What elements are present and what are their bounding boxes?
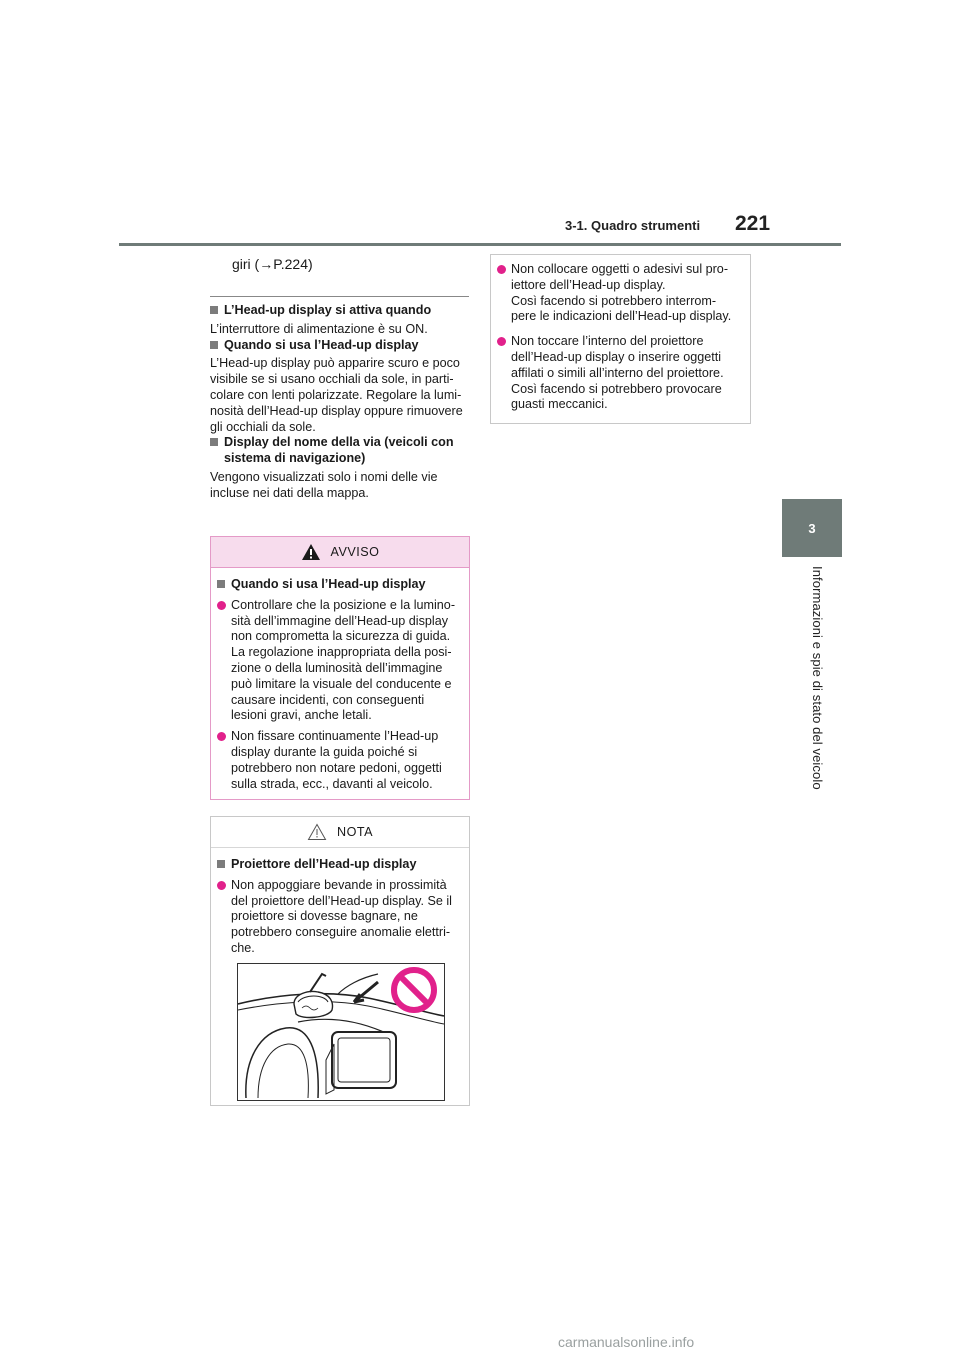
note-box [210, 816, 470, 1106]
section-1 [210, 303, 469, 338]
warning-triangle-icon [301, 543, 321, 561]
chapter-tab [782, 499, 842, 557]
right-caution-box [490, 254, 751, 424]
section-heading: L’Head-up display si attiva quando [224, 303, 432, 317]
chapter-number: 3 [808, 520, 816, 536]
section-heading: Quando si usa l’Head-up display [224, 337, 419, 352]
warning-bullet: Non fissare continuamente l’Head-up display durante la guida poiché si potrebbero non notare pedoni, oggetti sulla strada, ecc., davanti al veicolo. [217, 729, 463, 792]
warning-box [210, 536, 470, 800]
round-bullet-icon [497, 262, 511, 325]
round-bullet-icon [217, 878, 231, 957]
warning-title: AVVISO [330, 545, 380, 559]
caution-bullet: Non collocare oggetti o adesivi sul pro- iettore dell’Head-up display. Così facendo si potrebbero interrom- pere le indicazioni dell’Head-up display. [497, 262, 744, 325]
header-section-title: 3-1. Quadro strumenti [565, 218, 701, 233]
section-separator [210, 296, 469, 297]
section-3 [210, 435, 469, 501]
warning-title-bar [211, 537, 469, 568]
section-heading: Display del nome della via (veicoli con sistema di navigazione) [224, 435, 454, 466]
dashboard-drink-prohibited-illustration [237, 963, 445, 1101]
square-bullet-icon [210, 303, 220, 319]
square-bullet-icon [217, 857, 227, 873]
section-body: Vengono visualizzati solo i nomi delle vie incluse nei dati della mappa. [210, 469, 438, 500]
page-number: 221 [735, 212, 771, 235]
chapter-title-vertical: Informazioni e spie di stato del veicolo [810, 566, 825, 790]
round-bullet-icon [217, 598, 231, 724]
caution-bullet: Non toccare l’interno del proiettore dell’Head-up display o inserire oggetti affilati o simili all’interno del proiettore. Così facendo si potrebbero provocare guasti meccanici. [497, 334, 744, 413]
warning-bullet: Controllare che la posizione e la lumino- sità dell’immagine dell’Head-up display non comprometta la sicurezza di guida. La regolazione inappropriata della posi- zione o della luminosità dell’immagine può limitare la visuale del conducente e causare incidenti, con conseguenti lesioni gravi, anche letali. [217, 598, 463, 724]
note-title: NOTA [336, 825, 374, 839]
section-body: L’Head-up display può apparire scuro e poco visibile se si usano occhiali da sole, in parti- colare con lenti polarizzate. Regolare la lumi- nosità dell’Head-up display oppure rimuovere gli occhiali da sole. [210, 356, 463, 434]
round-bullet-icon [497, 334, 511, 413]
header-rule [119, 243, 841, 246]
note-bullet: Non appoggiare bevande in prossimità del proiettore dell’Head-up display. Se il proiettore si dovesse bagnare, ne potrebbero conseguire anomalie elettri- che. [217, 878, 463, 957]
note-title-bar [211, 817, 469, 848]
square-bullet-icon [210, 338, 220, 354]
square-bullet-icon [217, 577, 227, 593]
square-bullet-icon [210, 435, 220, 467]
warning-heading: Quando si usa l’Head-up display [231, 577, 426, 591]
caution-triangle-icon [307, 823, 327, 841]
section-2 [210, 338, 469, 436]
section-body: L’interruttore di alimentazione è su ON. [210, 321, 428, 336]
round-bullet-icon [217, 729, 231, 792]
watermark: carmanualsonline.info [558, 1334, 695, 1350]
note-heading: Proiettore dell’Head-up display [231, 857, 417, 871]
intro-text: giri (→P.224) [232, 256, 313, 272]
left-column [210, 252, 469, 502]
